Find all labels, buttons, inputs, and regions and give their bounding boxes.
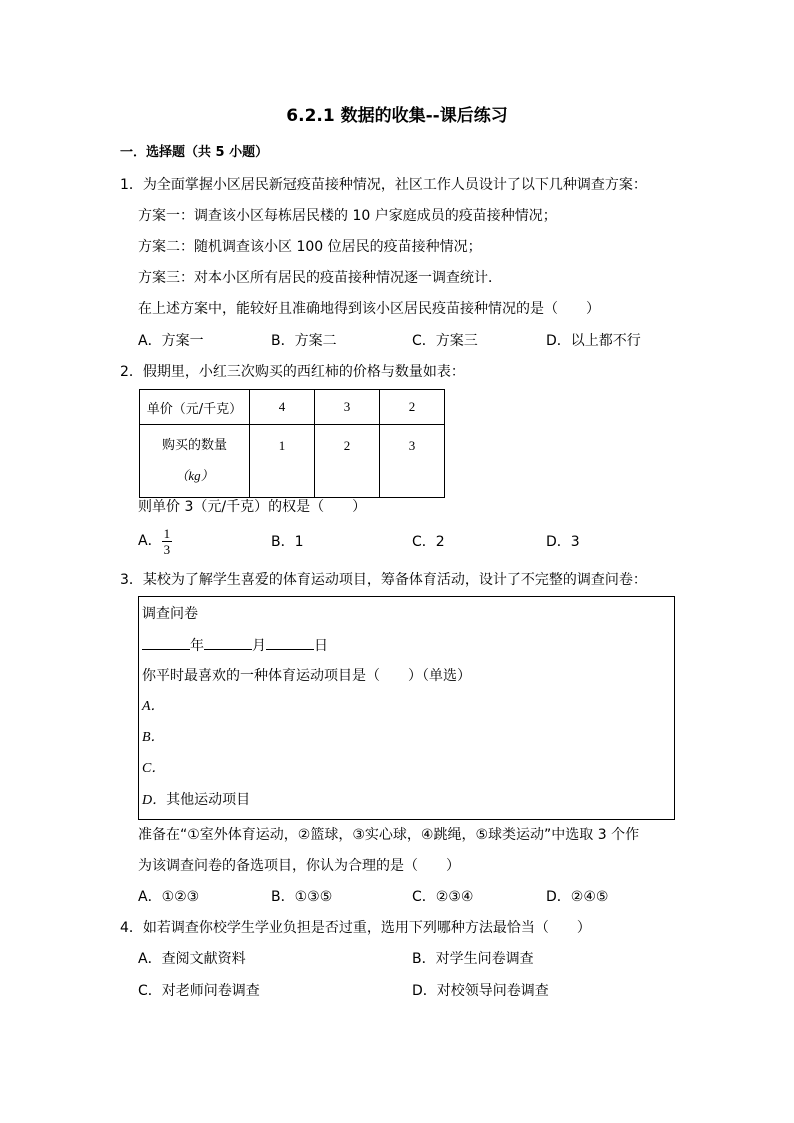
q1-plan3: 方案三：对本小区所有居民的疫苗接种情况逐一调查统计． bbox=[138, 270, 502, 286]
q1-question: 在上述方案中，能较好且准确地得到该小区居民疫苗接种情况的是（ ） bbox=[138, 301, 600, 317]
month-blank[interactable] bbox=[204, 635, 252, 650]
q2-option-d[interactable]: D．3 bbox=[546, 534, 580, 550]
survey-title: 调查问卷 bbox=[142, 606, 198, 622]
page-title: 6.2.1 数据的收集--课后练习 bbox=[286, 106, 508, 126]
survey-option-d-text: 其他运动项目 bbox=[166, 792, 251, 808]
q4-option-b[interactable]: B．对学生问卷调查 bbox=[412, 951, 534, 967]
q1-plan2: 方案二：随机调查该小区 100 位居民的疫苗接种情况； bbox=[138, 239, 482, 255]
table-row1-label: 单价（元/千克） bbox=[140, 390, 250, 425]
survey-option-a[interactable]: A． bbox=[142, 699, 165, 714]
table-cell: 1 bbox=[250, 425, 315, 498]
year-blank[interactable] bbox=[142, 635, 190, 650]
q4-option-a[interactable]: A．查阅文献资料 bbox=[138, 951, 246, 967]
survey-option-c[interactable]: C． bbox=[142, 761, 166, 776]
survey-question: 你平时最喜欢的一种体育运动项目是（ ）（单选） bbox=[142, 668, 471, 684]
survey-date bbox=[142, 635, 328, 656]
q3-stem: 3．某校为了解学生喜爱的体育运动项目，筹备体育活动，设计了不完整的调查问卷： bbox=[120, 572, 647, 588]
q3-question-line2: 为该调查问卷的备选项目，你认为合理的是（ ） bbox=[138, 858, 460, 874]
q3-option-c[interactable]: C．②③④ bbox=[412, 889, 474, 905]
table-row2-label bbox=[140, 425, 250, 498]
q1-option-b[interactable]: B．方案二 bbox=[271, 333, 337, 349]
q4-stem: 4．如若调查你校学生学业负担是否过重，选用下列哪种方法最恰当（ ） bbox=[120, 920, 591, 936]
q4-option-d[interactable]: D．对校领导问卷调查 bbox=[412, 983, 549, 999]
q4-option-c[interactable]: C．对老师问卷调查 bbox=[138, 983, 260, 999]
month-label: 月 bbox=[252, 638, 266, 654]
table-cell: 2 bbox=[380, 390, 445, 425]
day-label: 日 bbox=[314, 638, 328, 654]
survey-option-b[interactable]: B． bbox=[142, 730, 165, 745]
q3-option-d[interactable]: D．②④⑤ bbox=[546, 889, 609, 905]
year-label: 年 bbox=[190, 638, 204, 654]
q2-option-a[interactable] bbox=[138, 525, 172, 557]
survey-option-d[interactable] bbox=[142, 790, 250, 811]
price-table bbox=[139, 389, 445, 498]
q2-option-a-prefix: A． bbox=[138, 533, 162, 549]
q1-option-d[interactable]: D．以上都不行 bbox=[546, 333, 641, 349]
day-blank[interactable] bbox=[266, 635, 314, 650]
fraction bbox=[162, 526, 173, 557]
table-cell: 2 bbox=[315, 425, 380, 498]
q2-question: 则单价 3（元/千克）的权是（ ） bbox=[138, 499, 367, 515]
q2-option-b[interactable]: B．1 bbox=[271, 534, 304, 550]
section-heading: 一．选择题（共 5 小题） bbox=[120, 145, 269, 160]
q1-stem: 1．为全面掌握小区居民新冠疫苗接种情况，社区工作人员设计了以下几种调查方案： bbox=[120, 177, 647, 193]
q3-option-b[interactable]: B．①③⑤ bbox=[271, 889, 333, 905]
survey-box bbox=[138, 596, 675, 820]
q2-stem: 2．假期里，小红三次购买的西红柿的价格与数量如表： bbox=[120, 364, 465, 380]
table-row2-label-text: 购买的数量 bbox=[161, 438, 227, 453]
q3-question-line1: 准备在“①室外体育运动，②篮球，③实心球，④跳绳，⑤球类运动”中选取 3 个作 bbox=[138, 827, 640, 843]
table-cell: 3 bbox=[315, 390, 380, 425]
table-row2-unit: （kg） bbox=[175, 468, 214, 483]
table-cell: 4 bbox=[250, 390, 315, 425]
q2-option-c[interactable]: C．2 bbox=[412, 534, 445, 550]
table-cell: 3 bbox=[380, 425, 445, 498]
fraction-numerator: 1 bbox=[163, 525, 171, 541]
q3-option-a[interactable]: A．①②③ bbox=[138, 889, 200, 905]
q1-plan1: 方案一：调查该小区每栋居民楼的 10 户家庭成员的疫苗接种情况； bbox=[138, 208, 557, 224]
survey-option-d-letter: D． bbox=[142, 793, 167, 808]
fraction-denominator: 3 bbox=[163, 541, 171, 557]
q1-option-c[interactable]: C．方案三 bbox=[412, 333, 478, 349]
q1-option-a[interactable]: A．方案一 bbox=[138, 333, 204, 349]
